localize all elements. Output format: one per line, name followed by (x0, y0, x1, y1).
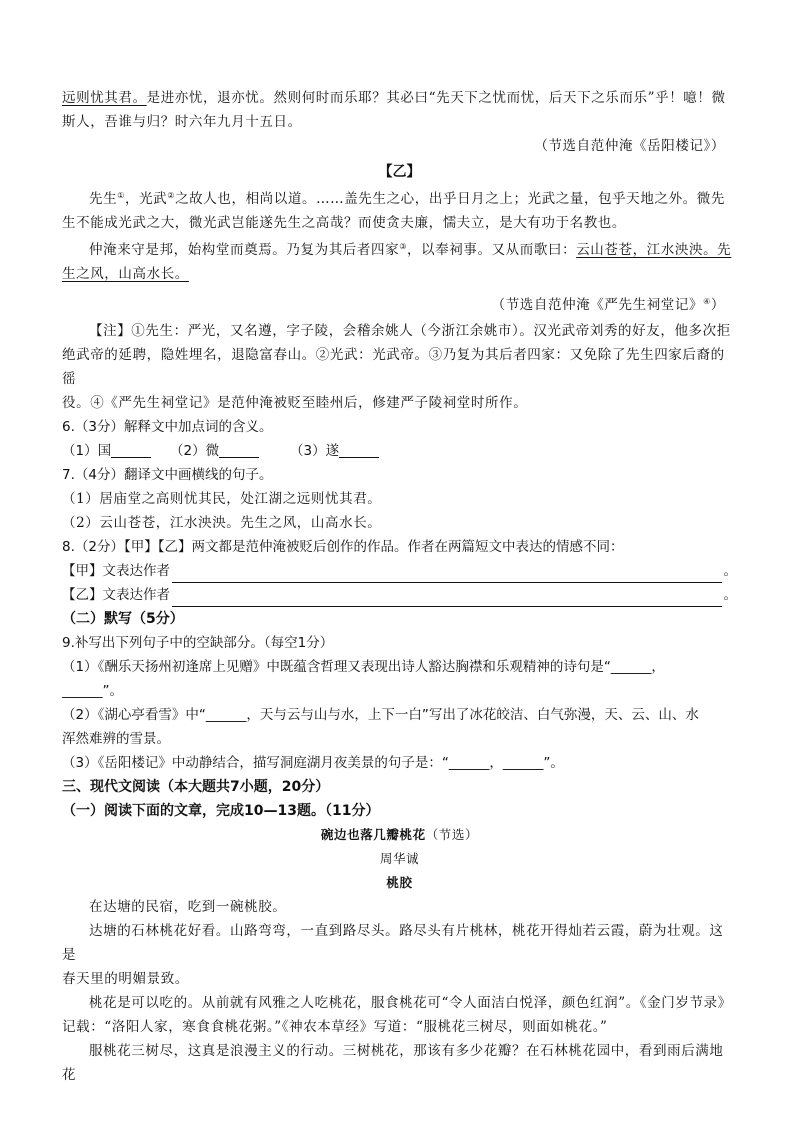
article-subhead: 桃胶 (386, 875, 413, 890)
q9-2-line-1: （2）《湖心亭看雪》中“______，天与云与山与水，上下一白”写出了冰花皎洁、白气弥漫，天、云、山、水 (62, 707, 699, 723)
exam-page (62, 86, 737, 1087)
answer-blank[interactable] (111, 443, 151, 458)
notes-line-3: 役。④《严先生祠堂记》是范仲淹被贬至睦州后，修建严子陵祠堂时所作。 (62, 395, 528, 411)
q8-answer-a: 【甲】文表达作者 。 (62, 559, 737, 583)
q9-3: （3）《岳阳楼记》中动静结合，描写洞庭湖月夜美景的句子是：“______，______”。 (62, 755, 564, 771)
q9-1-line-1: （1）《酬乐天扬州初逢席上见赠》中既蕴含哲理又表现出诗人豁达胸襟和乐观精神的诗句是“______， (62, 659, 665, 675)
q6-items (62, 439, 737, 463)
article-para-2-line-2: 春天里的明媚景致。 (62, 971, 189, 987)
yi-label: 【乙】 (378, 164, 421, 180)
yueyang-source: （节选自范仲淹《岳阳楼记》） (534, 138, 725, 154)
q6-item-2: （2）微 (170, 439, 290, 463)
section-3-subtitle: （一）阅读下面的文章，完成10—13题。（11分） (62, 803, 380, 819)
yueyang-line-1: 远则忧其君。是进亦忧，退亦忧。然则何时而乐耶？其必曰“先天下之忧而忧，后天下之乐而乐”乎！噫！微 (62, 90, 726, 106)
article-para-3: 桃花是可以吃的。从前就有风雅之人吃桃花，服食桃花可“令人面洁白悦泽，颜色红润”。《金门岁节录》 (89, 995, 732, 1011)
q6-item-1: （1）国 (62, 439, 170, 463)
article-author: 周华诚 (379, 851, 420, 866)
article-para-1: 在达塘的民宿，吃到一碗桃胶。 (89, 899, 287, 915)
answer-line[interactable] (172, 564, 722, 583)
answer-blank[interactable] (219, 443, 259, 458)
yi-para-2-line-2 (62, 262, 737, 286)
yi-para-1-line-2: 生不能成光武之大，微光武岂能遂先生之高哉？而使贪夫廉，懦夫立，是大有功于名教也。 (62, 215, 626, 231)
q7-stem: 7.（4分）翻译文中画横线的句子。 (62, 467, 273, 483)
q7-sentence-2: （2）云山苍苍，江水泱泱。先生之风，山高水长。 (62, 515, 382, 531)
section-2-title: （二）默写（5分） (62, 611, 184, 627)
q8-answer-b: 【乙】文表达作者 。 (62, 583, 737, 607)
yi-para-2: 仲淹来守是邦，始构堂而奠焉。乃复为其后者四家③，以奉祠事。又从而歌曰：云山苍苍，江水泱泱。先 (89, 242, 732, 258)
section-3-title: 三、现代文阅读（本大题共7小题，20分） (62, 779, 330, 795)
yi-para-1: 先生①，光武②之故人也，相尚以道。……盖先生之心，出乎日月之上；光武之量，包乎天地之外。微先 (89, 191, 725, 207)
q9-1-line-2: ______”。 (62, 683, 123, 699)
q9-2-line-2: 浑然难辨的雪景。 (62, 731, 170, 747)
answer-line[interactable] (172, 588, 722, 607)
answer-blank[interactable] (339, 443, 379, 458)
article-para-3-line-2: 记载：“洛阳人家，寒食食桃花粥。”《神农本草经》写道：“服桃花三树尽，则面如桃花。” (62, 1019, 608, 1035)
q6-item-3: （3）遂 (290, 439, 398, 463)
yi-source: （节选自范仲淹《严先生祠堂记》④） (491, 297, 725, 313)
underlined-sentence: 生之风，山高水长。 (62, 266, 189, 282)
q6-stem: 6.（3分）解释文中加点词的含义。 (62, 419, 273, 435)
underlined-sentence: 远则忧其君。 (62, 90, 147, 106)
article-para-4: 服桃花三树尽，这真是浪漫主义的行动。三树桃花，那该有多少花瓣？在石林桃花园中，看到雨后满地花 (62, 1043, 724, 1083)
q9-stem: 9.补写出下列句子中的空缺部分。（每空1分） (62, 635, 334, 651)
underlined-sentence: 云山苍苍，江水泱泱。先 (576, 242, 732, 258)
article-para-2: 达塘的石林桃花好看。山路弯弯，一直到路尽头。路尽头有片桃林，桃花开得灿若云霞，蔚为壮观。这是 (62, 923, 724, 963)
q8-stem: 8.（2分）【甲】【乙】两文都是范仲淹被贬后创作的作品。作者在两篇短文中表达的情感不同： (62, 539, 624, 555)
yueyang-line-2: 斯人，吾谁与归？时六年九月十五日。 (62, 114, 302, 130)
q7-sentence-1: （1）居庙堂之高则忧其民，处江湖之远则忧其君。 (62, 491, 382, 507)
notes-line-1: 【注】①先生：严光，又名遵，字子陵，会稽余姚人（今浙江余姚市）。汉光武帝刘秀的好友，他多次拒 (89, 323, 731, 339)
notes-line-2: 绝武帝的延聘，隐姓埋名，退隐富春山。②光武：光武帝。③乃复为其后者四家：又免除了先生四家后裔的徭 (62, 347, 725, 387)
article-title: 碗边也落几瓣桃花（节选） (320, 827, 479, 842)
